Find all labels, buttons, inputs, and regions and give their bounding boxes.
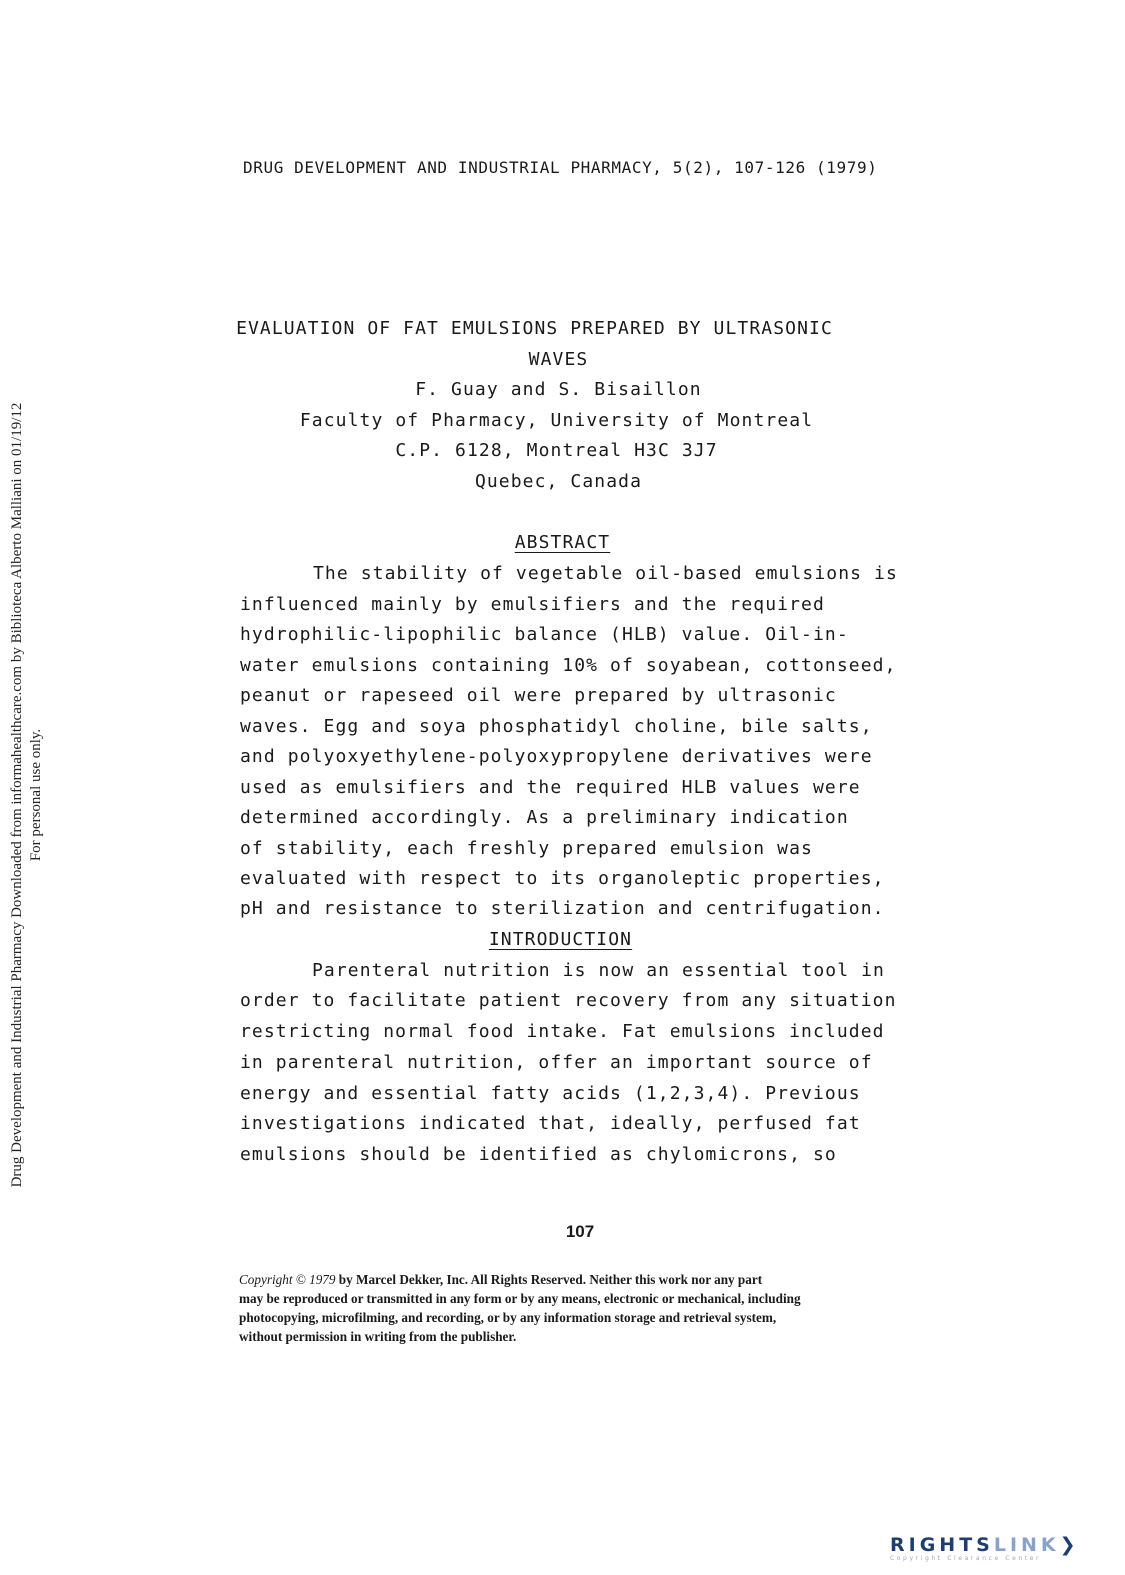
rightslink-logo xyxy=(890,1535,1120,1571)
copyright-line-1-rest: by Marcel Dekker, Inc. All Rights Reserved. Neither this work nor any part xyxy=(335,1272,763,1287)
rightslink-rights: RIGHTS xyxy=(890,1534,994,1556)
introduction-line: order to facilitate patient recovery from any situation xyxy=(240,990,897,1011)
affiliation-line-2: C.P. 6128, Montreal H3C 3J7 xyxy=(395,440,718,461)
rightslink-chevron-icon: ❯ xyxy=(1059,1534,1080,1556)
watermark-line-1: Drug Development and Industrial Pharmacy Downloaded from informahealthcare.com by Biblioteca Alberto Malliani on 01/19/12 xyxy=(9,402,25,1188)
introduction-line: restricting normal food intake. Fat emulsions included xyxy=(240,1021,885,1042)
abstract-line: pH and resistance to sterilization and centrifugation. xyxy=(240,898,885,919)
copyright-lead: Copyright © 1979 xyxy=(239,1272,336,1287)
abstract-line: influenced mainly by emulsifiers and the required xyxy=(240,594,825,615)
rightslink-link: LINK xyxy=(993,1534,1060,1556)
copyright-notice xyxy=(239,1270,909,1346)
introduction-line: emulsions should be identified as chylomicrons, so xyxy=(240,1144,837,1165)
abstract-line: of stability, each freshly prepared emulsion was xyxy=(240,838,813,859)
introduction-line: Parenteral nutrition is now an essential tool in xyxy=(312,960,885,981)
abstract-line: hydrophilic-lipophilic balance (HLB) value. Oil-in- xyxy=(240,624,849,645)
abstract-line: peanut or rapeseed oil were prepared by ultrasonic xyxy=(240,685,837,706)
rightslink-subtitle: Copyright Clearance Center xyxy=(890,1555,1042,1562)
introduction-line: in parenteral nutrition, offer an important source of xyxy=(240,1052,873,1073)
abstract-line: The stability of vegetable oil-based emulsions is xyxy=(313,563,898,584)
article-title-line-2: WAVES xyxy=(528,349,589,370)
abstract-line: and polyoxyethylene-polyoxypropylene derivatives were xyxy=(240,746,873,767)
copyright-line-1 xyxy=(239,1270,909,1289)
abstract-line: water emulsions containing 10% of soyabean, cottonseed, xyxy=(240,655,897,676)
copyright-line-3: photocopying, microfilming, and recording, or by any information storage and retrieval system, xyxy=(239,1310,777,1325)
abstract-line: used as emulsifiers and the required HLB values were xyxy=(240,777,861,798)
affiliation-line-3: Quebec, Canada xyxy=(474,471,643,492)
abstract-line: determined accordingly. As a preliminary indication xyxy=(240,807,849,828)
abstract-line: waves. Egg and soya phosphatidyl choline, bile salts, xyxy=(240,716,873,737)
watermark-line-2: For personal use only. xyxy=(28,728,44,862)
page-number: 107 xyxy=(565,1222,595,1241)
affiliation-line-1: Faculty of Pharmacy, University of Montreal xyxy=(299,410,814,431)
introduction-heading: INTRODUCTION xyxy=(488,929,633,950)
introduction-line: energy and essential fatty acids (1,2,3,4). Previous xyxy=(240,1083,861,1104)
rightslink-wordmark xyxy=(890,1535,1120,1555)
abstract-heading: ABSTRACT xyxy=(514,532,611,553)
abstract-line: evaluated with respect to its organoleptic properties, xyxy=(240,868,885,889)
introduction-line: investigations indicated that, ideally, perfused fat xyxy=(240,1113,861,1134)
authors: F. Guay and S. Bisaillon xyxy=(415,379,702,400)
copyright-line-2: may be reproduced or transmitted in any form or by any means, electronic or mechanical, including xyxy=(239,1291,801,1306)
copyright-line-4: without permission in writing from the publisher. xyxy=(239,1329,517,1344)
journal-header: DRUG DEVELOPMENT AND INDUSTRIAL PHARMACY, 5(2), 107-126 (1979) xyxy=(243,158,878,177)
article-title-line-1: EVALUATION OF FAT EMULSIONS PREPARED BY ULTRASONIC xyxy=(236,318,833,339)
